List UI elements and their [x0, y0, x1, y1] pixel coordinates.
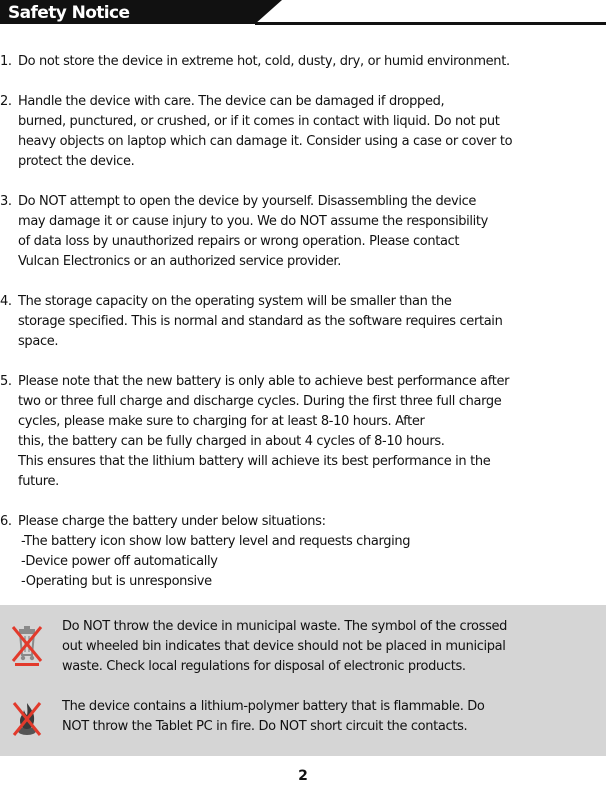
page-title: Safety Notice	[8, 3, 130, 23]
item-text: Please note that the new battery is only able to achieve best performance after	[18, 374, 510, 389]
item-text: this, the battery can be fully charged in about 4 cycles of 8-10 hours.	[18, 434, 445, 449]
item-text: Do NOT attempt to open the device by yourself. Disassembling the device	[18, 194, 477, 209]
warning-text	[62, 697, 485, 737]
list-item	[0, 92, 606, 172]
item-text: heavy objects on laptop which can damage it. Consider using a case or cover to	[18, 134, 513, 149]
item-text: of data loss by unauthorized repairs or wrong operation. Please contact	[18, 234, 460, 249]
warning-line: Do NOT throw the device in municipal waste. The symbol of the crossed	[62, 619, 508, 634]
item-text: The storage capacity on the operating system will be smaller than the	[18, 294, 452, 309]
section-header	[0, 0, 606, 28]
warning-line: The device contains a lithium-polymer battery that is flammable. Do	[62, 699, 485, 714]
item-number: 5.	[0, 374, 12, 389]
warning-panel	[0, 605, 606, 756]
crossed-wheeled-bin-icon	[10, 623, 44, 667]
item-text: storage specified. This is normal and standard as the software requires certain	[18, 314, 503, 329]
item-text: Do not store the device in extreme hot, cold, dusty, dry, or humid environment.	[18, 54, 510, 69]
item-text: space.	[18, 334, 59, 349]
item-text: Vulcan Electronics or an authorized service provider.	[18, 254, 342, 269]
sub-item: -The battery icon show low battery level and requests charging	[21, 534, 411, 549]
item-number: 2.	[0, 94, 12, 109]
warning-line: waste. Check local regulations for disposal of electronic products.	[62, 659, 466, 674]
item-text: burned, punctured, or crushed, or if it comes in contact with liquid. Do not put	[18, 114, 500, 129]
item-text: This ensures that the lithium battery will achieve its best performance in the	[18, 454, 491, 469]
item-text: two or three full charge and discharge cycles. During the first three full charge	[18, 394, 502, 409]
page-number: 2	[298, 768, 308, 784]
sub-item: -Device power off automatically	[21, 554, 218, 569]
item-text: protect the device.	[18, 154, 135, 169]
item-text: Please charge the battery under below situations:	[18, 514, 326, 529]
list-item	[0, 292, 606, 352]
list-item	[0, 52, 606, 72]
safety-list	[0, 52, 606, 612]
list-item	[0, 192, 606, 272]
item-number: 1.	[0, 54, 12, 69]
list-item	[0, 512, 606, 592]
no-fire-icon	[10, 697, 44, 741]
sub-item: -Operating but is unresponsive	[21, 574, 212, 589]
item-number: 6.	[0, 514, 12, 529]
warning-text	[62, 617, 507, 677]
item-number: 3.	[0, 194, 12, 209]
list-item	[0, 372, 606, 492]
item-text: future.	[18, 474, 59, 489]
item-text: may damage it or cause injury to you. We do NOT assume the responsibility	[18, 214, 489, 229]
item-text: cycles, please make sure to charging for at least 8-10 hours. After	[18, 414, 425, 429]
item-number: 4.	[0, 294, 12, 309]
item-text: Handle the device with care. The device can be damaged if dropped,	[18, 94, 445, 109]
warning-line: NOT throw the Tablet PC in fire. Do NOT short circuit the contacts.	[62, 719, 468, 734]
warning-line: out wheeled bin indicates that device should not be placed in municipal	[62, 639, 506, 654]
